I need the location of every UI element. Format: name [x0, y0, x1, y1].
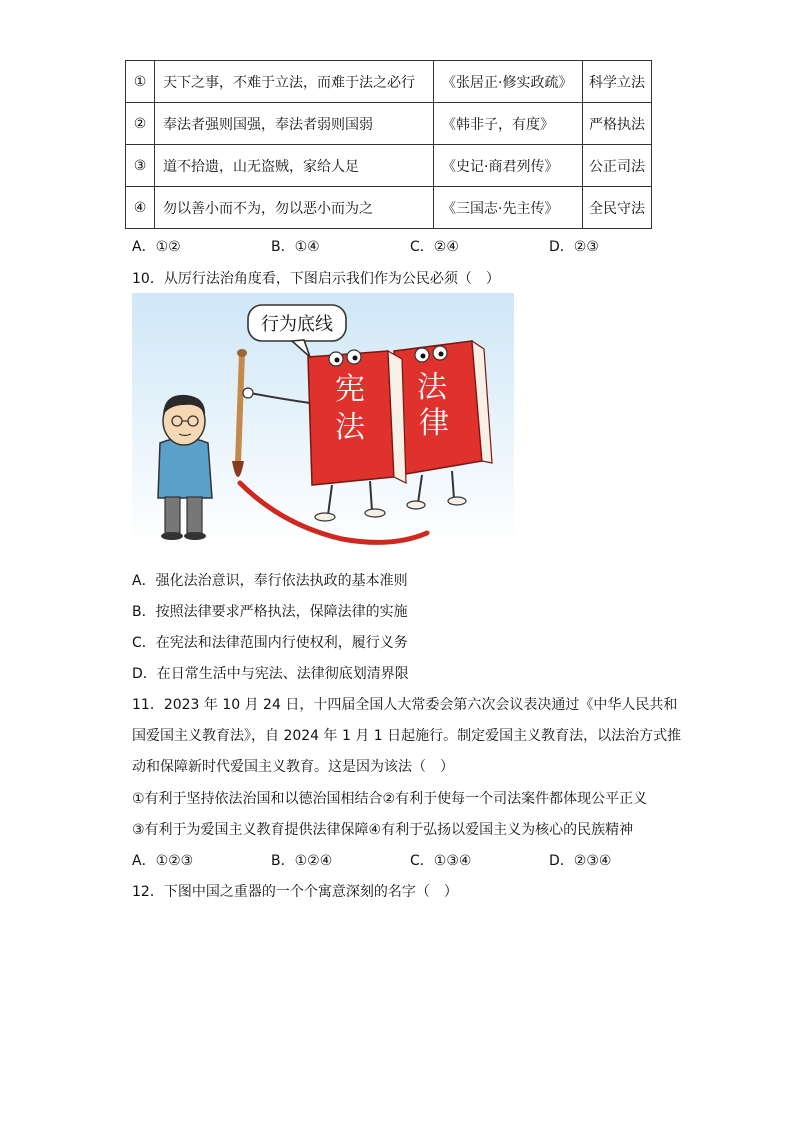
q10-option-b[interactable]: B．按照法律要求严格执法，保障法律的实施 — [132, 604, 408, 620]
quote-cell: 天下之事，不难于立法，而难于法之必行 — [155, 61, 434, 103]
row-number: ④ — [126, 187, 155, 229]
row-number: ① — [126, 61, 155, 103]
q11-option-d[interactable]: D．②③④ — [549, 853, 612, 869]
meaning-cell: 全民守法 — [583, 187, 652, 229]
source-cell: 《张居正·修实政疏》 — [434, 61, 583, 103]
q10-option-a[interactable]: A．强化法治意识，奉行依法执政的基本准则 — [132, 573, 408, 589]
q11-option-b[interactable]: B．①②④ — [271, 853, 333, 869]
quote-cell: 勿以善小而不为，勿以恶小而为之 — [155, 187, 434, 229]
q9-option-b[interactable]: B．①④ — [271, 239, 320, 255]
q11-stem-line-1: 11．2023 年 10 月 24 日，十四届全国人大常委会第六次会议表决通过《中华人民共和 — [132, 697, 678, 713]
source-cell: 《史记·商君列传》 — [434, 145, 583, 187]
svg-text:宪: 宪 — [335, 372, 365, 407]
meaning-cell: 公正司法 — [583, 145, 652, 187]
q12-stem: 12．下图中国之重器的一个个寓意深刻的名字（ ） — [132, 884, 458, 900]
q11-option-a[interactable]: A．①②③ — [132, 853, 194, 869]
q10-option-d[interactable]: D．在日常生活中与宪法、法律彻底划清界限 — [132, 666, 409, 682]
meaning-cell: 科学立法 — [583, 61, 652, 103]
table-row — [126, 103, 652, 145]
meaning-cell: 严格执法 — [583, 103, 652, 145]
source-cell: 《三国志·先主传》 — [434, 187, 583, 229]
bubble-label: 行为底线 — [261, 314, 333, 335]
source-cell: 《韩非子，有度》 — [434, 103, 583, 145]
q10-stem: 10．从厉行法治角度看，下图启示我们作为公民必须（ ） — [132, 271, 500, 287]
table-row — [126, 187, 652, 229]
row-number: ③ — [126, 145, 155, 187]
row-number: ② — [126, 103, 155, 145]
q9-option-c[interactable]: C．②④ — [410, 239, 459, 255]
table-row — [126, 61, 652, 103]
quote-cell: 道不拾遗，山无盗贼，家给人足 — [155, 145, 434, 187]
q11-items-line-1: ①有利于坚持依法治国和以德治国相结合②有利于使每一个司法案件都体现公平正义 — [132, 791, 648, 807]
svg-text:律: 律 — [419, 406, 449, 441]
quote-table — [125, 60, 652, 229]
table-row — [126, 145, 652, 187]
q11-items-line-2: ③有利于为爱国主义教育提供法律保障④有利于弘扬以爱国主义为核心的民族精神 — [132, 822, 634, 838]
q9-option-d[interactable]: D．②③ — [549, 239, 599, 255]
cartoon-illustration — [132, 293, 514, 548]
q11-option-c[interactable]: C．①③④ — [410, 853, 472, 869]
law-cartoon — [132, 293, 514, 548]
q11-stem-line-3: 动和保障新时代爱国主义教育。这是因为该法（ ） — [132, 759, 454, 775]
q9-option-a[interactable]: A．①② — [132, 239, 181, 255]
q11-stem-line-2: 国爱国主义教育法》，自 2024 年 1 月 1 日起施行。制定爱国主义教育法，以法治方式推 — [132, 728, 682, 744]
q10-option-c[interactable]: C．在宪法和法律范围内行使权利，履行义务 — [132, 635, 408, 651]
quote-cell: 奉法者强则国强，奉法者弱则国弱 — [155, 103, 434, 145]
svg-text:法: 法 — [417, 370, 447, 405]
svg-text:法: 法 — [335, 410, 365, 445]
